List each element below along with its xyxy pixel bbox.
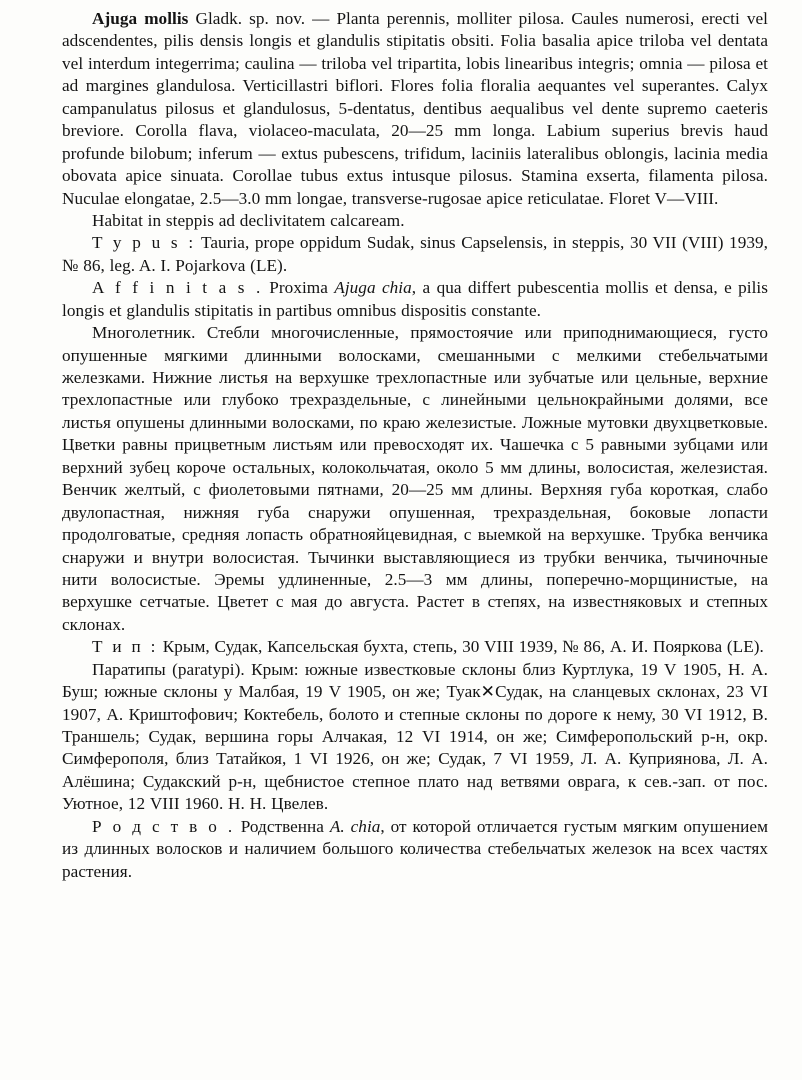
text-run: Р о д с т в о . [92,816,235,836]
text-run: Многолетник. Стебли многочисленные, прямостоячие или приподнимающиеся, густо опушенные мягкими длинными волосками, смешанными с мелкими стебельчатыми железками. Нижние листья на верхушке трехлопастные или зубчатые или цельные, верхние трехлопастные или глубоко трехраздельные, с линейными цельнокрайными долями, все листья опушены длинными волосками, по краю железистые. Ложные мутовки двухцветковые. Цветки равны прицветным листьям или превосходят их. Чашечка с 5 равными зубцами или верхний зубец короче остальных, колокольчатая, около 5 мм длины, волосистая, железистая. Венчик желтый, с фиолетовыми пятнами, 20—25 мм длины. Верхняя губа короткая, слабо двулопастная, нижняя губа снаружи опушенная, трехраздельная, боковые лопасти продолговатые, средняя лопасть обратнояйцевидная, с выемкой на верхушке. Трубка венчика снаружи и внутри волосистая. Тычинки выставляющиеся из трубки венчика, тычиночные нити волосистые. Эремы удлиненные, 2.5—3 мм длины, поперечно-морщинистые, на верхушке сетчатые. Цветет с мая до августа. Растет в степях, на известняковых и степных склонах. [62,323,768,634]
text-run: A. chia [329,816,381,836]
paragraph-type-russian [62,636,768,658]
text-run: Habitat in steppis ad declivitatem calcaream. [92,210,405,230]
text-run: Т и п : [92,637,158,657]
text-run: Ajuga chia [334,278,412,298]
document-body [62,8,768,883]
text-run: Крым, Судак, Капсельская бухта, степь, 30 VIII 1939, № 86, А. И. Пояркова (LE). [157,637,764,657]
paragraph-paratypes-russian [62,659,768,816]
text-run: A f f i n i t a s . [92,278,263,298]
paragraph-habitat-latin [62,210,768,232]
paragraph-affinitas-latin [62,277,768,322]
text-run: Proxima [262,278,335,298]
text-run: Tauria, prope oppidum Sudak, sinus Capselensis, in steppis, 30 VII (VIII) 1939, № 86, leg. A. I. Pojarkova (LE). [62,233,768,275]
text-run: Gladk. sp. nov. — Planta perennis, molliter pilosa. Caules numerosi, erecti vel adscendentes, pilis densis longis et glandulis stipitatis obsiti. Folia basalia apice triloba vel dentata vel interdum integerrima; caulina — triloba vel tripartita, lobis linearibus integris; omnia — pilosa et ad margines glandulosa. Verticillastri biflori. Flores folia floralia aequantes vel superantes. Calyx campanulatus pilosus et glandulosus, 5-dentatus, dentibus aequalibus vel dente supremo caeteris breviore. Corolla flava, violaceo-maculata, 20—25 mm longa. Labium superius brevis haud profunde bilobum; inferum — extus pubescens, trifidum, laciniis lateralibus oblongis, lacinia media obovata apice sinuata. Corollae tubus extus intusque pilosus. Stamina exserta, filamenta pilosa. Nuculae elongatae, 2.5—3.0 mm longae, transverse-rugosae apice reticulatae. Floret V—VIII. [62,9,768,208]
paragraph-species-description-latin [62,8,768,210]
paragraph-affinity-russian [62,816,768,883]
text-run: Ajuga mollis [92,9,189,28]
text-run: T y p u s : [92,233,196,253]
text-run: , a qua differt pubescentia mollis et densa, e pilis longis et glandulis stipitatis in partibus omnibus dispositis constante. [62,278,768,320]
paragraph-description-russian [62,322,768,636]
paragraph-typus-latin [62,232,768,277]
text-run: Родственна [234,816,330,836]
text-run: , от которой отличается густым мягким опушением из длинных волосков и наличием большого количества стебельчатых железок на всех частях растения. [62,816,768,881]
text-run: Паратипы (paratypi). Крым: южные известковые склоны близ Куртлука, 19 V 1905, Н. А. Буш; южные склоны у Малбая, 19 V 1905, он же; Туак✕Судак, на сланцевых склонах, 23 VI 1907, А. Криштофович; Коктебель, болото и степные склоны по дороге к нему, 30 VI 1912, В. Траншель; Судак, вершина горы Алчакая, 12 VI 1914, он же; Симферопольский р-н, окр. Симферополя, близ Татайкоя, 1 VI 1926, он же; Судак, 7 VI 1959, Л. А. Куприянова, Л. А. Алёшина; Судакский р-н, щебнистое степное плато над ветвями оврага, к сев.-зап. от пос. Уютное, 12 VIII 1960. Н. Н. Цвелев. [62,659,768,814]
